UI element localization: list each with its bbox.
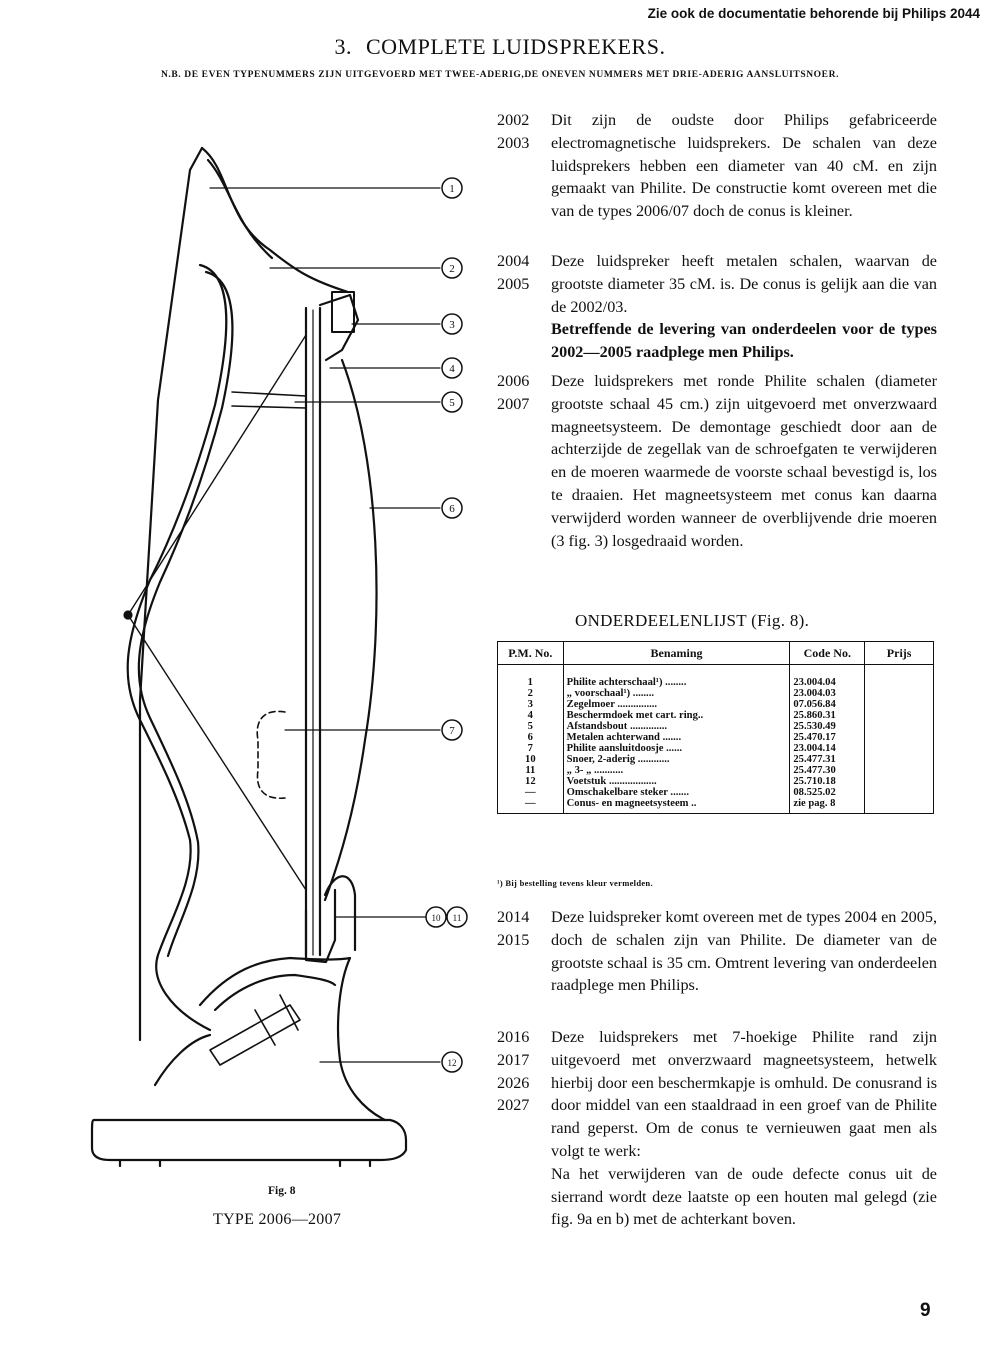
entry-paragraph: Deze luidspreker heeft metalen schalen, waarvan de grootste diameter 35 cM. is. De conus is gelijk aan die van de 2002/03. bbox=[551, 252, 937, 316]
page-number: 9 bbox=[920, 1300, 931, 1321]
part-price bbox=[865, 754, 934, 765]
part-code: zie pag. 8 bbox=[790, 798, 865, 814]
part-code: 25.470.17 bbox=[790, 732, 865, 743]
cone-upper bbox=[128, 335, 306, 615]
callout-12: 12 bbox=[447, 1058, 457, 1068]
entry-type-numbers bbox=[497, 1026, 545, 1117]
entry-type-numbers bbox=[497, 250, 545, 296]
part-name: Afstandsbout .............. bbox=[563, 721, 790, 732]
callout-3: 3 bbox=[449, 319, 455, 331]
type-number: 2026 bbox=[497, 1073, 530, 1092]
part-name: „ 3- „ ........... bbox=[563, 765, 790, 776]
parts-footnote: ¹) Bij bestelling tevens kleur vermelden. bbox=[497, 878, 653, 888]
part-name: Philite aansluitdoosje ...... bbox=[563, 743, 790, 754]
entry-2002-2003 bbox=[497, 109, 937, 223]
type-number: 2005 bbox=[497, 274, 530, 293]
callout-1: 1 bbox=[449, 183, 455, 195]
entry-paragraph: Deze luidsprekers met 7-hoekige Philite rand zijn uitgevoerd met onverzwaard magneetsysteem, hetwelk hierbij door een beschermkapje is omhuld. De conusrand is door middel van een staaldraad in een groef van de Philite rand geperst. Om de conus te vernieuwen gaat men als volgt te werk: bbox=[551, 1028, 937, 1160]
callout-2: 2 bbox=[449, 263, 455, 275]
part-price bbox=[865, 765, 934, 776]
table-row bbox=[498, 765, 934, 776]
foot-mechanism bbox=[210, 995, 300, 1065]
table-row bbox=[498, 688, 934, 699]
part-code: 25.530.49 bbox=[790, 721, 865, 732]
entry-2006-2007 bbox=[497, 370, 937, 552]
part-no: — bbox=[498, 787, 564, 798]
entry-paragraph: Na het verwijderen van de oude defecte conus uit de sierrand wordt deze laatste op een houten mal gelegd (zie fig. 9a en b) met de achterkant boven. bbox=[551, 1164, 937, 1229]
part-name: Beschermdoek met cart. ring.. bbox=[563, 710, 790, 721]
table-row bbox=[498, 699, 934, 710]
parts-table bbox=[497, 641, 934, 814]
callout-6: 6 bbox=[449, 503, 455, 515]
entry-type-numbers bbox=[497, 109, 545, 155]
part-name: Omschakelbare steker ....... bbox=[563, 787, 790, 798]
part-code: 25.477.31 bbox=[790, 754, 865, 765]
metal-back-wall bbox=[325, 360, 377, 900]
callout-7: 7 bbox=[449, 725, 455, 737]
col-header-no: P.M. No. bbox=[498, 642, 564, 665]
part-price bbox=[865, 787, 934, 798]
part-price bbox=[865, 688, 934, 699]
type-number: 2014 bbox=[497, 908, 530, 926]
part-price bbox=[865, 776, 934, 787]
callout-4: 4 bbox=[449, 363, 455, 375]
parts-list-title: ONDERDEELENLIJST (Fig. 8). bbox=[575, 611, 810, 630]
top-note: Zie ook de documentatie behorende bij Philips 2044 bbox=[647, 6, 980, 21]
foot-left bbox=[155, 1035, 210, 1085]
part-code: 25.860.31 bbox=[790, 710, 865, 721]
part-price bbox=[865, 710, 934, 721]
part-code: 07.056.84 bbox=[790, 699, 865, 710]
table-row bbox=[498, 710, 934, 721]
part-no: 4 bbox=[498, 710, 564, 721]
entry-text bbox=[551, 906, 937, 997]
part-no: 5 bbox=[498, 721, 564, 732]
cone-lower bbox=[128, 615, 306, 890]
foot-inner bbox=[215, 975, 335, 1010]
type-number: 2027 bbox=[497, 1096, 530, 1115]
part-no: 11 bbox=[498, 765, 564, 776]
part-price bbox=[865, 699, 934, 710]
part-no: 7 bbox=[498, 743, 564, 754]
entry-2016-2027 bbox=[497, 1026, 937, 1231]
table-row bbox=[498, 721, 934, 732]
col-header-name: Benaming bbox=[563, 642, 790, 665]
type-number: 2002 bbox=[497, 111, 530, 129]
entry-type-numbers bbox=[497, 370, 545, 416]
base-plate bbox=[92, 1120, 406, 1160]
part-price bbox=[865, 743, 934, 754]
parts-table-header-row bbox=[498, 642, 934, 665]
entry-text bbox=[551, 109, 937, 223]
part-no: 6 bbox=[498, 732, 564, 743]
part-name: Philite achterschaal¹) ........ bbox=[563, 665, 790, 689]
figure-label: Fig. 8 bbox=[268, 1185, 296, 1197]
entry-2014-2015 bbox=[497, 906, 937, 997]
part-price bbox=[865, 665, 934, 689]
connection-box bbox=[257, 711, 285, 798]
part-code: 23.004.04 bbox=[790, 665, 865, 689]
type-number: 2003 bbox=[497, 133, 530, 152]
part-price bbox=[865, 798, 934, 814]
table-row bbox=[498, 754, 934, 765]
type-number: 2006 bbox=[497, 372, 530, 390]
part-name: Conus- en magneetsysteem .. bbox=[563, 798, 790, 814]
nb-note: N.B. DE EVEN TYPENUMMERS ZIJN UITGEVOERD MET TWEE-ADERIG,DE ONEVEN NUMMERS MET DRIE-ADERIG AANSLUITSNOER. bbox=[160, 70, 840, 80]
part-code: 25.710.18 bbox=[790, 776, 865, 787]
part-name: Metalen achterwand ....... bbox=[563, 732, 790, 743]
top-bracket bbox=[320, 295, 358, 360]
front-shell-inner bbox=[139, 272, 233, 956]
entry-type-numbers bbox=[497, 906, 545, 952]
entry-paragraph: Dit zijn de oudste door Philips gefabriceerde electromagnetische luidsprekers. De schalen van deze luidsprekers hebben een diameter van 40 cM. en zijn gemaakt van Philite. De constructie komt overeen met die van de types 2006/07 doch de conus is kleiner. bbox=[551, 111, 937, 221]
part-name: „ voorschaal¹) ........ bbox=[563, 688, 790, 699]
table-row bbox=[498, 787, 934, 798]
part-price bbox=[865, 732, 934, 743]
part-no: — bbox=[498, 798, 564, 814]
section-title-text: COMPLETE LUIDSPREKERS. bbox=[366, 34, 666, 59]
part-no: 3 bbox=[498, 699, 564, 710]
section-number: 3. bbox=[334, 34, 352, 59]
entry-text bbox=[551, 1026, 937, 1231]
type-number: 2007 bbox=[497, 394, 530, 413]
part-name: Snoer, 2-aderig ............ bbox=[563, 754, 790, 765]
cone-apex bbox=[125, 612, 132, 619]
entry-text bbox=[551, 370, 937, 552]
entry-text bbox=[551, 250, 937, 364]
rear-shell-outer bbox=[202, 148, 348, 292]
entry-paragraph-bold: Betreffende de levering van onderdeelen voor de types 2002—2005 raadplege men Philips. bbox=[551, 320, 937, 362]
part-no: 12 bbox=[498, 776, 564, 787]
col-header-code: Code No. bbox=[790, 642, 865, 665]
part-code: 08.525.02 bbox=[790, 787, 865, 798]
table-row bbox=[498, 776, 934, 787]
entry-paragraph: Deze luidsprekers met ronde Philite schalen (diameter grootste schaal 45 cm.) zijn uitgevoerd met onverzwaard magneetsysteem. De demontage geschiedt door aan de achterzijde de zegellak van de schroefgaten te verwijderen en de moeren waarmede de voorste schaal bevestigd is, los te draaien. Het magneetsysteem met conus kan daarna verwijderd worden wanneer de overblijvende drie moeren (3 fig. 3) losgedraaid worden. bbox=[551, 372, 937, 550]
type-number: 2016 bbox=[497, 1028, 530, 1046]
part-no: 1 bbox=[498, 665, 564, 689]
part-code: 25.477.30 bbox=[790, 765, 865, 776]
col-header-price: Prijs bbox=[865, 642, 934, 665]
section-title bbox=[0, 34, 1000, 60]
table-row bbox=[498, 798, 934, 814]
part-no: 2 bbox=[498, 688, 564, 699]
entry-paragraph: Deze luidspreker komt overeen met de types 2004 en 2005, doch de schalen zijn van Philite. De diameter van de grootste schaal is 35 cm. Omtrent levering van onderdeelen raadplege men Philips. bbox=[551, 908, 937, 995]
table-row bbox=[498, 732, 934, 743]
callout-10: 10 bbox=[431, 913, 441, 923]
part-name: Voetstuk .................. bbox=[563, 776, 790, 787]
loudspeaker-cross-section-figure bbox=[80, 100, 480, 1180]
part-name: Zegelmoer ............... bbox=[563, 699, 790, 710]
callout-5: 5 bbox=[449, 397, 455, 409]
table-row bbox=[498, 743, 934, 754]
part-code: 23.004.14 bbox=[790, 743, 865, 754]
entry-2004-2005 bbox=[497, 250, 937, 364]
table-row bbox=[498, 665, 934, 689]
part-code: 23.004.03 bbox=[790, 688, 865, 699]
type-number: 2015 bbox=[497, 930, 530, 949]
type-number: 2004 bbox=[497, 252, 530, 270]
part-no: 10 bbox=[498, 754, 564, 765]
foot-upper bbox=[200, 958, 385, 1120]
type-number: 2017 bbox=[497, 1050, 530, 1069]
front-edge-line bbox=[140, 148, 202, 1040]
figure-type-label: TYPE 2006—2007 bbox=[213, 1211, 342, 1228]
callout-11: 11 bbox=[452, 913, 462, 923]
part-price bbox=[865, 721, 934, 732]
